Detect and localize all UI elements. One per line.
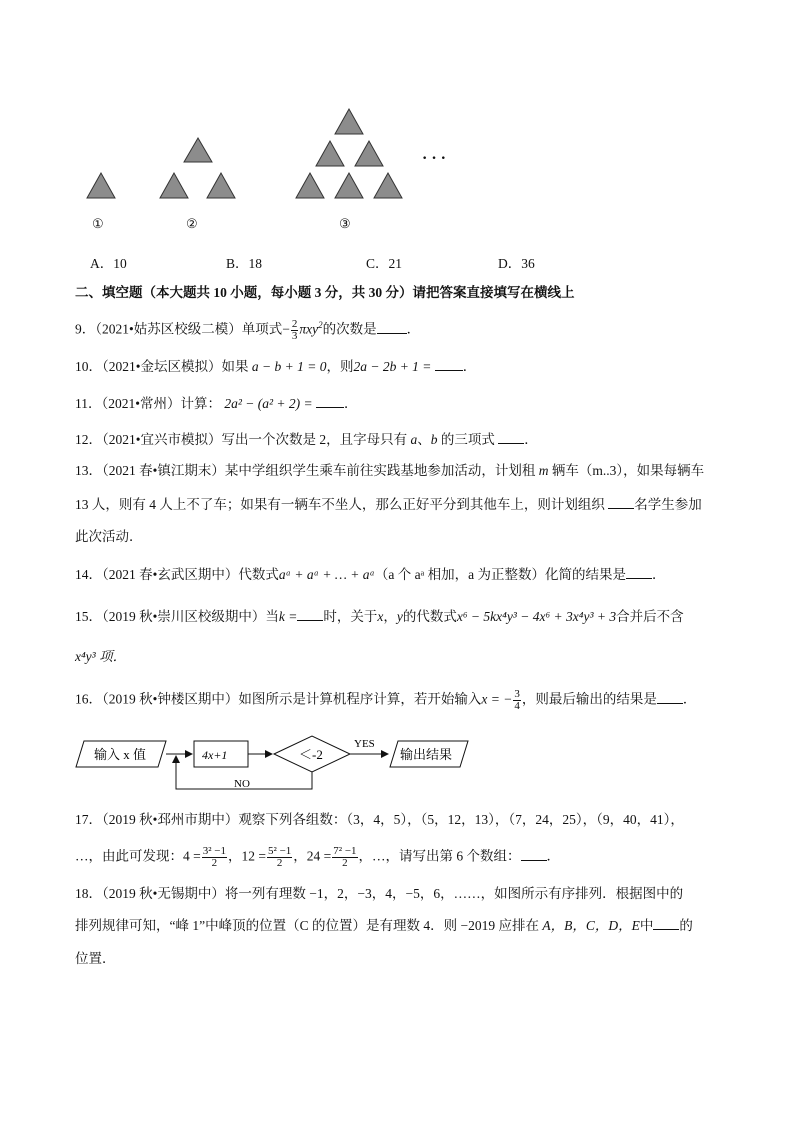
- question-18-line3: 位置．: [75, 951, 116, 966]
- q16-end: ．: [682, 691, 697, 707]
- question-14: [75, 565, 666, 584]
- flow-yes-label: YES: [354, 738, 375, 750]
- flow-cond-label: ＜-2: [299, 747, 323, 762]
- program-flowchart: [74, 733, 494, 795]
- q17-e2n: 5² −1: [268, 845, 292, 857]
- q14-end: ．: [652, 567, 666, 582]
- triangle: [335, 173, 363, 198]
- q10-end: ．: [462, 359, 477, 374]
- answer-blank-10[interactable]: [435, 357, 463, 371]
- q9-num: 2: [291, 317, 298, 330]
- triangle: [355, 141, 383, 166]
- q9-tail: 的次数是: [322, 321, 377, 337]
- triangle: [296, 173, 324, 198]
- q18-line2c: 的: [679, 918, 693, 933]
- q17-e2d: 2: [276, 857, 283, 869]
- q17-e3d: 2: [342, 857, 348, 869]
- flow-op-label: 4x+1: [202, 748, 228, 762]
- q18-line2a: 排列规律可知，“峰 1”中峰顶的位置（C 的位置）是有理数 4．则 −2019 应排在: [75, 918, 539, 933]
- q17-e3n: 7² −1: [333, 845, 357, 857]
- question-11: [75, 394, 358, 413]
- question-12: [75, 430, 538, 449]
- q10-mid: ，则: [326, 359, 354, 374]
- q15-comma: ，: [383, 609, 397, 624]
- q9-den: 3: [291, 329, 298, 342]
- q17-e3l: ，24 =: [293, 848, 332, 864]
- flow-output-label: 输出结果: [400, 747, 453, 762]
- q18-line2b: 中: [639, 918, 654, 933]
- answer-blank-14[interactable]: [626, 565, 652, 579]
- answer-blank-18[interactable]: [653, 916, 679, 930]
- question-17-line1: 17．（2019 秋•邳州市期中）观察下列各组数：（3，4，5），（5，12，13），（7，24，25），（9，40，41），: [75, 812, 684, 827]
- question-18-line1: 18．（2019 秋•无锡期中）将一列有理数 −1，2，−3，4，−5，6，……，如图所示有序排列．根据图中的: [75, 886, 684, 901]
- question-9: [75, 316, 420, 342]
- q17-e1l: 4 =: [183, 848, 201, 864]
- q15-end: 合并后不含: [616, 609, 684, 624]
- q13-line2a: 13 人，则有 4 人上不了车；如果有一辆车不坐人，那么正好平分到其他车上，则计划组织: [75, 497, 605, 512]
- q17-frac3: [332, 846, 357, 869]
- q15-mid: 时，关于: [323, 609, 378, 624]
- q12-sep: 、: [417, 432, 431, 447]
- figure-label-1: ①: [92, 216, 104, 231]
- triangle-pattern-figure: [80, 105, 480, 205]
- q9-fraction: [291, 319, 299, 342]
- q17-end: ．: [546, 848, 561, 864]
- no-loop-arrowhead: [172, 755, 180, 763]
- q17-post: ，…，请写出第 6 个数组：: [358, 848, 521, 864]
- q11-end: ．: [344, 396, 358, 411]
- q16-source: 16．（2019 秋•钟楼区期中）如图所示是计算机程序计算，若开始输入: [75, 691, 482, 707]
- q12-b: b: [430, 432, 438, 447]
- option-b: B．18: [226, 256, 263, 271]
- q16-den: 4: [514, 700, 520, 712]
- answer-blank-12[interactable]: [498, 430, 524, 444]
- option-d: D．36: [498, 256, 535, 271]
- option-a: A．10: [90, 256, 127, 271]
- q17-frac2: [267, 846, 292, 869]
- answer-blank-15[interactable]: [297, 607, 323, 621]
- triangle: [374, 173, 402, 198]
- triangle: [335, 109, 363, 134]
- question-10: [75, 357, 476, 376]
- q16-num: 3: [514, 688, 520, 700]
- q13-line1a: 13．（2021 春•镇江期末）某中学组织学生乘车前往实践基地参加活动，计划租: [75, 463, 536, 478]
- question-13-line1: [75, 462, 704, 480]
- q13-m: m: [538, 463, 549, 478]
- section-title: 二、填空题（本大题共 10 小题，每小题 3 分，共 30 分）请把答案直接填写在横线上: [75, 285, 575, 300]
- question-13-line2: [75, 495, 702, 514]
- q12-source: 12．（2021•宜兴市模拟）写出一个次数是 2，且字母只有: [75, 432, 408, 447]
- q11-expr: 2a² − (a² + 2) =: [224, 396, 313, 411]
- q9-neg: −: [282, 321, 290, 337]
- q16-x: x = −: [481, 691, 513, 707]
- ellipsis: · · ·: [422, 150, 447, 167]
- answer-blank-17[interactable]: [521, 847, 547, 861]
- q14-paren: （a 个 aᵃ 相加，a 为正整数）化简的结果是: [374, 567, 627, 582]
- q17-e2l: ，12 =: [228, 848, 267, 864]
- q15-expr: x⁶ − 5kx⁴y³ − 4x⁶ + 3x⁴y³ + 3: [456, 609, 617, 624]
- answer-blank-13[interactable]: [608, 495, 634, 509]
- flow-no-label: NO: [234, 778, 250, 790]
- question-15-line2: x⁴y³ 项．: [75, 649, 127, 664]
- q15-source: 15．（2019 秋•崇川区校级期中）当: [75, 609, 279, 624]
- q16-tail: ，则最后输出的结果是: [521, 691, 657, 707]
- q13-line1b: 辆车（m..3），如果每辆车: [551, 463, 705, 478]
- answer-blank-16[interactable]: [657, 690, 683, 704]
- q15-k: k =: [278, 609, 298, 624]
- q15-y: y: [396, 609, 403, 624]
- q12-tail: 的三项式: [440, 432, 495, 447]
- option-c: C．21: [366, 256, 403, 271]
- q17-e1d: 2: [211, 857, 218, 869]
- q10-source: 10．（2021•金坛区模拟）如果: [75, 359, 249, 374]
- q14-source: 14．（2021 春•玄武区期中）代数式: [75, 567, 279, 582]
- answer-blank-9[interactable]: [377, 320, 407, 334]
- figure-label-3: ③: [339, 216, 351, 231]
- flow-input-label: 输入 x 值: [94, 747, 147, 762]
- q18-letters: A，B，C，D，E: [542, 918, 640, 933]
- q17-e1n: 3² −1: [202, 845, 227, 857]
- question-18-line2: [75, 916, 693, 935]
- question-13-line3: 此次活动．: [75, 529, 143, 544]
- q9-term: πxy: [299, 321, 319, 337]
- triangle: [87, 173, 115, 198]
- q15-x: x: [377, 609, 384, 624]
- q9-source: 9．（2021•姑苏区校级二模）单项式: [75, 321, 283, 337]
- triangle: [184, 138, 212, 162]
- q12-end: ．: [524, 432, 538, 447]
- answer-blank-11[interactable]: [316, 394, 344, 408]
- q10-expr1: a − b + 1 = 0: [251, 359, 327, 374]
- q12-a: a: [410, 432, 418, 447]
- q11-source: 11．（2021•常州）计算：: [75, 396, 221, 411]
- q16-fraction: [513, 689, 521, 712]
- triangle: [160, 173, 188, 198]
- q17-frac1: [202, 846, 227, 869]
- question-17-line2: [75, 846, 560, 869]
- q9-end: ．: [406, 321, 421, 337]
- q9-exp: 2: [318, 320, 323, 330]
- q17-pre: …，由此可发现：: [75, 848, 183, 864]
- triangle: [207, 173, 235, 198]
- question-15-line1: [75, 607, 684, 626]
- q14-expr: aᵃ + aᵃ + … + aᵃ: [278, 567, 375, 582]
- figure-label-2: ②: [186, 216, 198, 231]
- q15-tail: 的代数式: [402, 609, 457, 624]
- q10-expr2: 2a − 2b + 1 =: [353, 359, 432, 374]
- triangle: [316, 141, 344, 166]
- question-16: [75, 689, 696, 712]
- q13-line2b: 名学生参加: [634, 497, 702, 512]
